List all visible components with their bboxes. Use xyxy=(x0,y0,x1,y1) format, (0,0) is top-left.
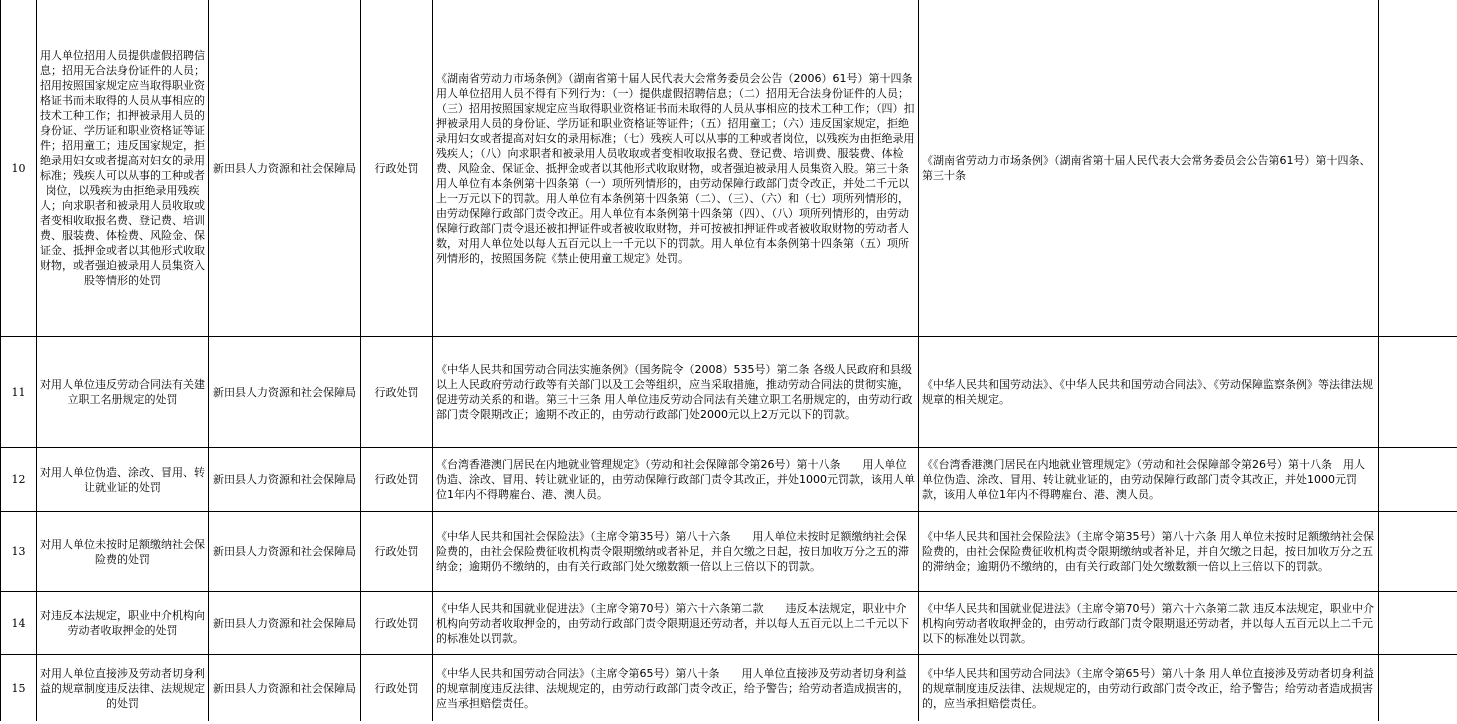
type-cell[interactable]: 行政处罚 xyxy=(361,448,433,512)
empty-cell[interactable] xyxy=(1379,512,1457,592)
department-cell[interactable]: 新田县人力资源和社会保障局 xyxy=(209,0,361,337)
standard-cell[interactable]: 《中华人民共和国就业促进法》（主席令第70号）第六十六条第二款 违反本法规定，职业中介机构向劳动者收取押金的，由劳动行政部门责令限期退还劳动者，并以每人五百元以上二千元以下的标准处以罚款。 xyxy=(919,592,1379,655)
standard-cell[interactable]: 《中华人民共和国劳动合同法》（主席令第65号）第八十条 用人单位直接涉及劳动者切身利益的规章制度违反法律、法规规定的，由劳动行政部门责令改正，给予警告；给劳动者造成损害的，应当承担赔偿责任。 xyxy=(919,655,1379,722)
row-number: 14 xyxy=(1,592,37,655)
row-number: 13 xyxy=(1,512,37,592)
empty-cell[interactable] xyxy=(1379,0,1457,337)
table-row xyxy=(1,337,1457,448)
department-cell[interactable]: 新田县人力资源和社会保障局 xyxy=(209,448,361,512)
department-cell[interactable]: 新田县人力资源和社会保障局 xyxy=(209,512,361,592)
penalty-item-cell[interactable]: 对违反本法规定，职业中介机构向劳动者收取押金的处罚 xyxy=(37,592,209,655)
type-cell[interactable]: 行政处罚 xyxy=(361,512,433,592)
penalty-item-cell[interactable]: 对用人单位伪造、涂改、冒用、转让就业证的处罚 xyxy=(37,448,209,512)
department-cell[interactable]: 新田县人力资源和社会保障局 xyxy=(209,655,361,722)
row-number: 11 xyxy=(1,337,37,448)
penalty-item-cell[interactable]: 对用人单位违反劳动合同法有关建立职工名册规定的处罚 xyxy=(37,337,209,448)
legal-basis-cell[interactable]: 《中华人民共和国社会保险法》（主席令第35号）第八十六条 用人单位未按时足额缴纳社会保险费的，由社会保险费征收机构责令限期缴纳或者补足，并自欠缴之日起，按日加收万分之五的滞纳金；逾期仍不缴纳的，由有关行政部门处欠缴数额一倍以上三倍以下的罚款。 xyxy=(433,512,919,592)
type-cell[interactable]: 行政处罚 xyxy=(361,592,433,655)
table-row xyxy=(1,0,1457,337)
type-cell[interactable]: 行政处罚 xyxy=(361,655,433,722)
empty-cell[interactable] xyxy=(1379,655,1457,722)
standard-cell[interactable]: 《中华人民共和国社会保险法》（主席令第35号）第八十六条 用人单位未按时足额缴纳社会保险费的，由社会保险费征收机构责令限期缴纳或者补足，并自欠缴之日起，按日加收万分之五的滞纳金；逾期仍不缴纳的，由有关行政部门处欠缴数额一倍以上三倍以下的罚款。 xyxy=(919,512,1379,592)
legal-basis-cell[interactable]: 《湖南省劳动力市场条例》（湖南省第十届人民代表大会常务委员会公告（2006）61号）第十四条 用人单位招用人员不得有下列行为：（一）提供虚假招聘信息；（二）招用无合法身份证件的人员；（三）招用按照国家规定应当取得职业资格证书而未取得的人员从事相应的技术工种工作；（四）扣押被录用人员的身份证、学历证和职业资格证等证件；（五）招用童工；（六）违反国家规定，拒绝录用妇女或者提高对妇女的录用标准；（七）残疾人可以从事的工种或者岗位，以残疾为由拒绝录用残疾人；（八）向求职者和被录用人员收取或者变相收取报名费、登记费、培训费、服装费、体检费、风险金、保证金、抵押金或者以其他形式收取财物，或者强迫被录用人员集资入股。第三十条 用人单位有本条例第十四条第（一）项所列情形的，由劳动保障行政部门责令改正，并处二千元以上一万元以下的罚款。用人单位有本条例第十四条第（二）、（三）、（六）和（七）项所列情形的，由劳动保障行政部门责令改正。用人单位有本条例第十四条第（四）、（八）项所列情形的，由劳动保障行政部门责令退还被扣押证件或者被收取财物，并可按被扣押证件或者被收取财物的劳动者人数，对用人单位处以每人五百元以上一千元以下的罚款。用人单位有本条例第十四条第（五）项所列情形的，按照国务院《禁止使用童工规定》处罚。 xyxy=(433,0,919,337)
legal-basis-cell[interactable]: 《台湾香港澳门居民在内地就业管理规定》（劳动和社会保障部令第26号）第十八条 用人单位伪造、涂改、冒用、转让就业证的，由劳动保障行政部门责令其改正，并处1000元罚款，该用人单位1年内不得聘雇台、港、澳人员。 xyxy=(433,448,919,512)
legal-basis-cell[interactable]: 《中华人民共和国劳动合同法》（主席令第65号）第八十条 用人单位直接涉及劳动者切身利益的规章制度违反法律、法规规定的，由劳动行政部门责令改正，给予警告；给劳动者造成损害的，应当承担赔偿责任。 xyxy=(433,655,919,722)
type-cell[interactable]: 行政处罚 xyxy=(361,337,433,448)
table-row xyxy=(1,655,1457,722)
type-cell[interactable]: 行政处罚 xyxy=(361,0,433,337)
standard-cell[interactable]: 《湖南省劳动力市场条例》（湖南省第十届人民代表大会常务委员会公告第61号）第十四条、第三十条 xyxy=(919,0,1379,337)
table-row xyxy=(1,592,1457,655)
row-number: 10 xyxy=(1,0,37,337)
standard-cell[interactable]: 《中华人民共和国劳动法》、《中华人民共和国劳动合同法》、《劳动保障监察条例》等法律法规规章的相关规定。 xyxy=(919,337,1379,448)
legal-basis-cell[interactable]: 《中华人民共和国就业促进法》（主席令第70号）第六十六条第二款 违反本法规定，职业中介机构向劳动者收取押金的，由劳动行政部门责令限期退还劳动者，并以每人五百元以上二千元以下的标准处以罚款。 xyxy=(433,592,919,655)
row-number: 12 xyxy=(1,448,37,512)
standard-cell[interactable]: 《《台湾香港澳门居民在内地就业管理规定》（劳动和社会保障部令第26号）第十八条 用人单位伪造、涂改、冒用、转让就业证的，由劳动保障行政部门责令其改正，并处1000元罚款，该用人单位1年内不得聘雇台、港、澳人员。 xyxy=(919,448,1379,512)
empty-cell[interactable] xyxy=(1379,592,1457,655)
penalty-item-cell[interactable]: 用人单位招用人员提供虚假招聘信息；招用无合法身份证件的人员；招用按照国家规定应当取得职业资格证书而未取得的人员从事相应的技术工种工作；扣押被录用人员的身份证、学历证和职业资格证等证件；招用童工；违反国家规定，拒绝录用妇女或者提高对妇女的录用标准；残疾人可以从事的工种或者岗位，以残疾为由拒绝录用残疾人；向求职者和被录用人员收取或者变相收取报名费、登记费、培训费、服装费、体检费、风险金、保证金、抵押金或者以其他形式收取财物，或者强迫被录用人员集资入股等情形的处罚 xyxy=(37,0,209,337)
row-number: 15 xyxy=(1,655,37,722)
table-row xyxy=(1,512,1457,592)
table-row xyxy=(1,448,1457,512)
penalty-item-cell[interactable]: 对用人单位未按时足额缴纳社会保险费的处罚 xyxy=(37,512,209,592)
empty-cell[interactable] xyxy=(1379,337,1457,448)
department-cell[interactable]: 新田县人力资源和社会保障局 xyxy=(209,592,361,655)
penalty-item-cell[interactable]: 对用人单位直接涉及劳动者切身利益的规章制度违反法律、法规规定的处罚 xyxy=(37,655,209,722)
legal-basis-cell[interactable]: 《中华人民共和国劳动合同法实施条例》（国务院令（2008）535号）第二条 各级人民政府和县级以上人民政府劳动行政等有关部门以及工会等组织，应当采取措施，推动劳动合同法的贯彻实施，促进劳动关系的和谐。第三十三条 用人单位违反劳动合同法有关建立职工名册规定的，由劳动行政部门责令限期改正；逾期不改正的，由劳动行政部门处2000元以上2万元以下的罚款。 xyxy=(433,337,919,448)
department-cell[interactable]: 新田县人力资源和社会保障局 xyxy=(209,337,361,448)
empty-cell[interactable] xyxy=(1379,448,1457,512)
